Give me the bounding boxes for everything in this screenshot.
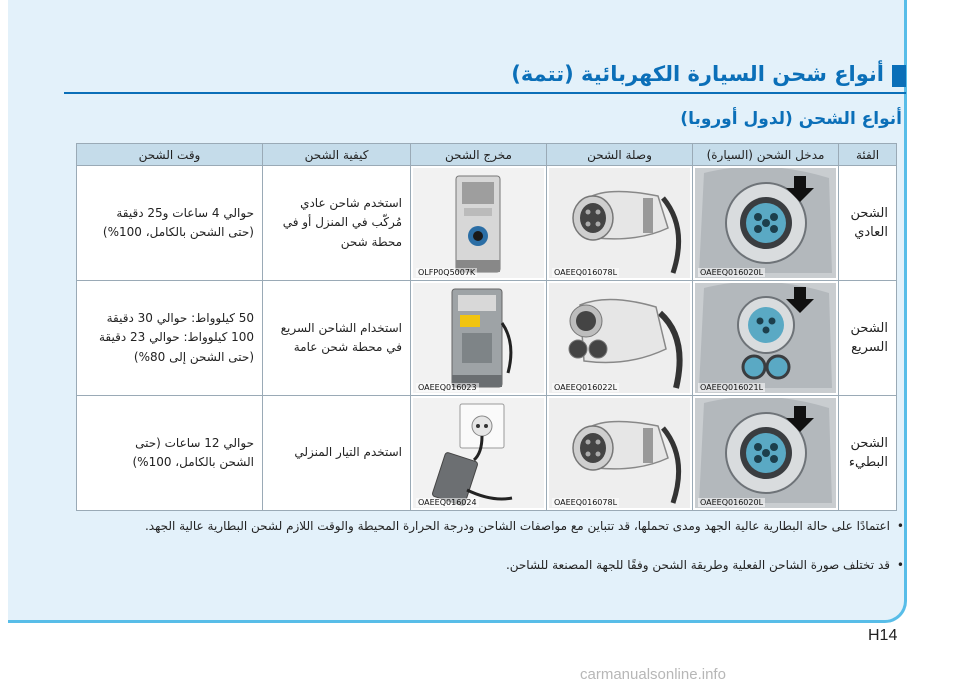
- charging-station-image: [413, 168, 544, 278]
- page-number: H14: [868, 627, 898, 644]
- household-outlet-image: [413, 398, 544, 508]
- charging-connector-image: [549, 398, 690, 508]
- category-line: العادي: [854, 225, 888, 240]
- bullet-icon: •: [896, 519, 904, 533]
- port-image-cell: [693, 166, 839, 281]
- charging-station-image: [413, 283, 544, 393]
- time-cell: [77, 166, 263, 281]
- note-text: اعتمادًا على حالة البطارية عالية الجهد ومدى تحملها، قد تتباين مع مواصفات الشاحن ودرجة الحرارة المحيطة والوقت اللازم لشحن البطارية عالية الجهد.: [144, 519, 890, 533]
- note-text: قد تختلف صورة الشاحن الفعلية وطريقة الشحن وفقًا للجهة المصنعة للشاحن.: [505, 558, 890, 572]
- method-line: في محطة شحن عامة: [293, 340, 402, 354]
- header-category: الفئة: [839, 144, 897, 166]
- page-title: أنواع شحن السيارة الكهربائية (تتمة): [511, 62, 884, 86]
- time-cell: [77, 281, 263, 396]
- title-rule: [64, 92, 906, 94]
- image-caption: OAEEQ016021L: [700, 383, 764, 392]
- bullet-icon: •: [896, 558, 904, 572]
- note-item: [84, 556, 904, 575]
- image-caption: OAEEQ016024: [418, 498, 477, 507]
- section-title-row: [64, 61, 906, 93]
- charging-port-image: [695, 398, 836, 508]
- time-line: حوالي 4 ساعات و25 دقيقة: [116, 205, 254, 220]
- charging-connector-image: [549, 168, 690, 278]
- table-row: [77, 166, 897, 281]
- header-time: وقت الشحن: [77, 144, 263, 166]
- watermark: carmanualsonline.info: [580, 666, 726, 683]
- category-line: الشحن: [850, 205, 888, 221]
- method-line: استخدم شاحن عادي: [300, 196, 402, 211]
- table-row: [77, 281, 897, 396]
- table-header-row: [77, 144, 897, 166]
- method-line: استخدم التيار المنزلي: [294, 445, 402, 460]
- time-line: (حتى الشحن إلى 80%): [133, 349, 254, 364]
- charging-port-image: [695, 283, 836, 393]
- charging-connector-image: [549, 283, 690, 393]
- header-outlet: مخرج الشحن: [411, 144, 547, 166]
- image-caption: OLFP0Q5007K: [418, 268, 476, 277]
- time-line: الشحن بالكامل، 100%): [132, 455, 254, 469]
- category-cell: [839, 281, 897, 396]
- port-image-cell: [693, 281, 839, 396]
- method-line: مُركّب في المنزل أو في: [282, 215, 402, 230]
- image-caption: OAEEQ016020L: [700, 268, 764, 277]
- charging-types-table: [76, 143, 897, 511]
- category-cell: [839, 396, 897, 511]
- image-caption: OAEEQ016020L: [700, 498, 764, 507]
- category-line: السريع: [851, 340, 888, 355]
- time-cell: [77, 396, 263, 511]
- category-line: الشحن: [850, 435, 888, 451]
- connector-image-cell: [547, 166, 693, 281]
- time-line: 100 كيلوواط: حوالي 23 دقيقة: [98, 330, 254, 345]
- method-line: استخدام الشاحن السريع: [280, 320, 402, 335]
- connector-image-cell: [547, 396, 693, 511]
- image-caption: OAEEQ016023: [418, 383, 477, 392]
- category-cell: [839, 166, 897, 281]
- connector-image-cell: [547, 281, 693, 396]
- category-line: البطيء: [848, 455, 888, 470]
- time-line: حوالي 12 ساعات (حتى: [135, 435, 254, 450]
- image-caption: OAEEQ016078L: [554, 268, 618, 277]
- header-connector: وصلة الشحن: [547, 144, 693, 166]
- method-line: محطة شحن: [340, 234, 402, 249]
- port-image-cell: [693, 396, 839, 511]
- time-line: 50 كيلوواط: حوالي 30 دقيقة: [106, 311, 254, 326]
- image-caption: OAEEQ016078L: [554, 498, 618, 507]
- note-item: [84, 517, 904, 536]
- title-marker: [892, 65, 906, 87]
- outlet-image-cell: [411, 396, 547, 511]
- time-line: (حتى الشحن بالكامل، 100%): [102, 225, 254, 239]
- header-port: مدخل الشحن (السيارة): [693, 144, 839, 166]
- outlet-image-cell: [411, 166, 547, 281]
- category-line: الشحن: [850, 320, 888, 336]
- header-method: كيفية الشحن: [263, 144, 411, 166]
- outlet-image-cell: [411, 281, 547, 396]
- section-subtitle: أنواع الشحن (لدول أوروبا): [680, 109, 902, 129]
- method-cell: [263, 281, 411, 396]
- table-row: [77, 396, 897, 511]
- charging-port-image: [695, 168, 836, 278]
- method-cell: [263, 396, 411, 511]
- method-cell: [263, 166, 411, 281]
- image-caption: OAEEQ016022L: [554, 383, 618, 392]
